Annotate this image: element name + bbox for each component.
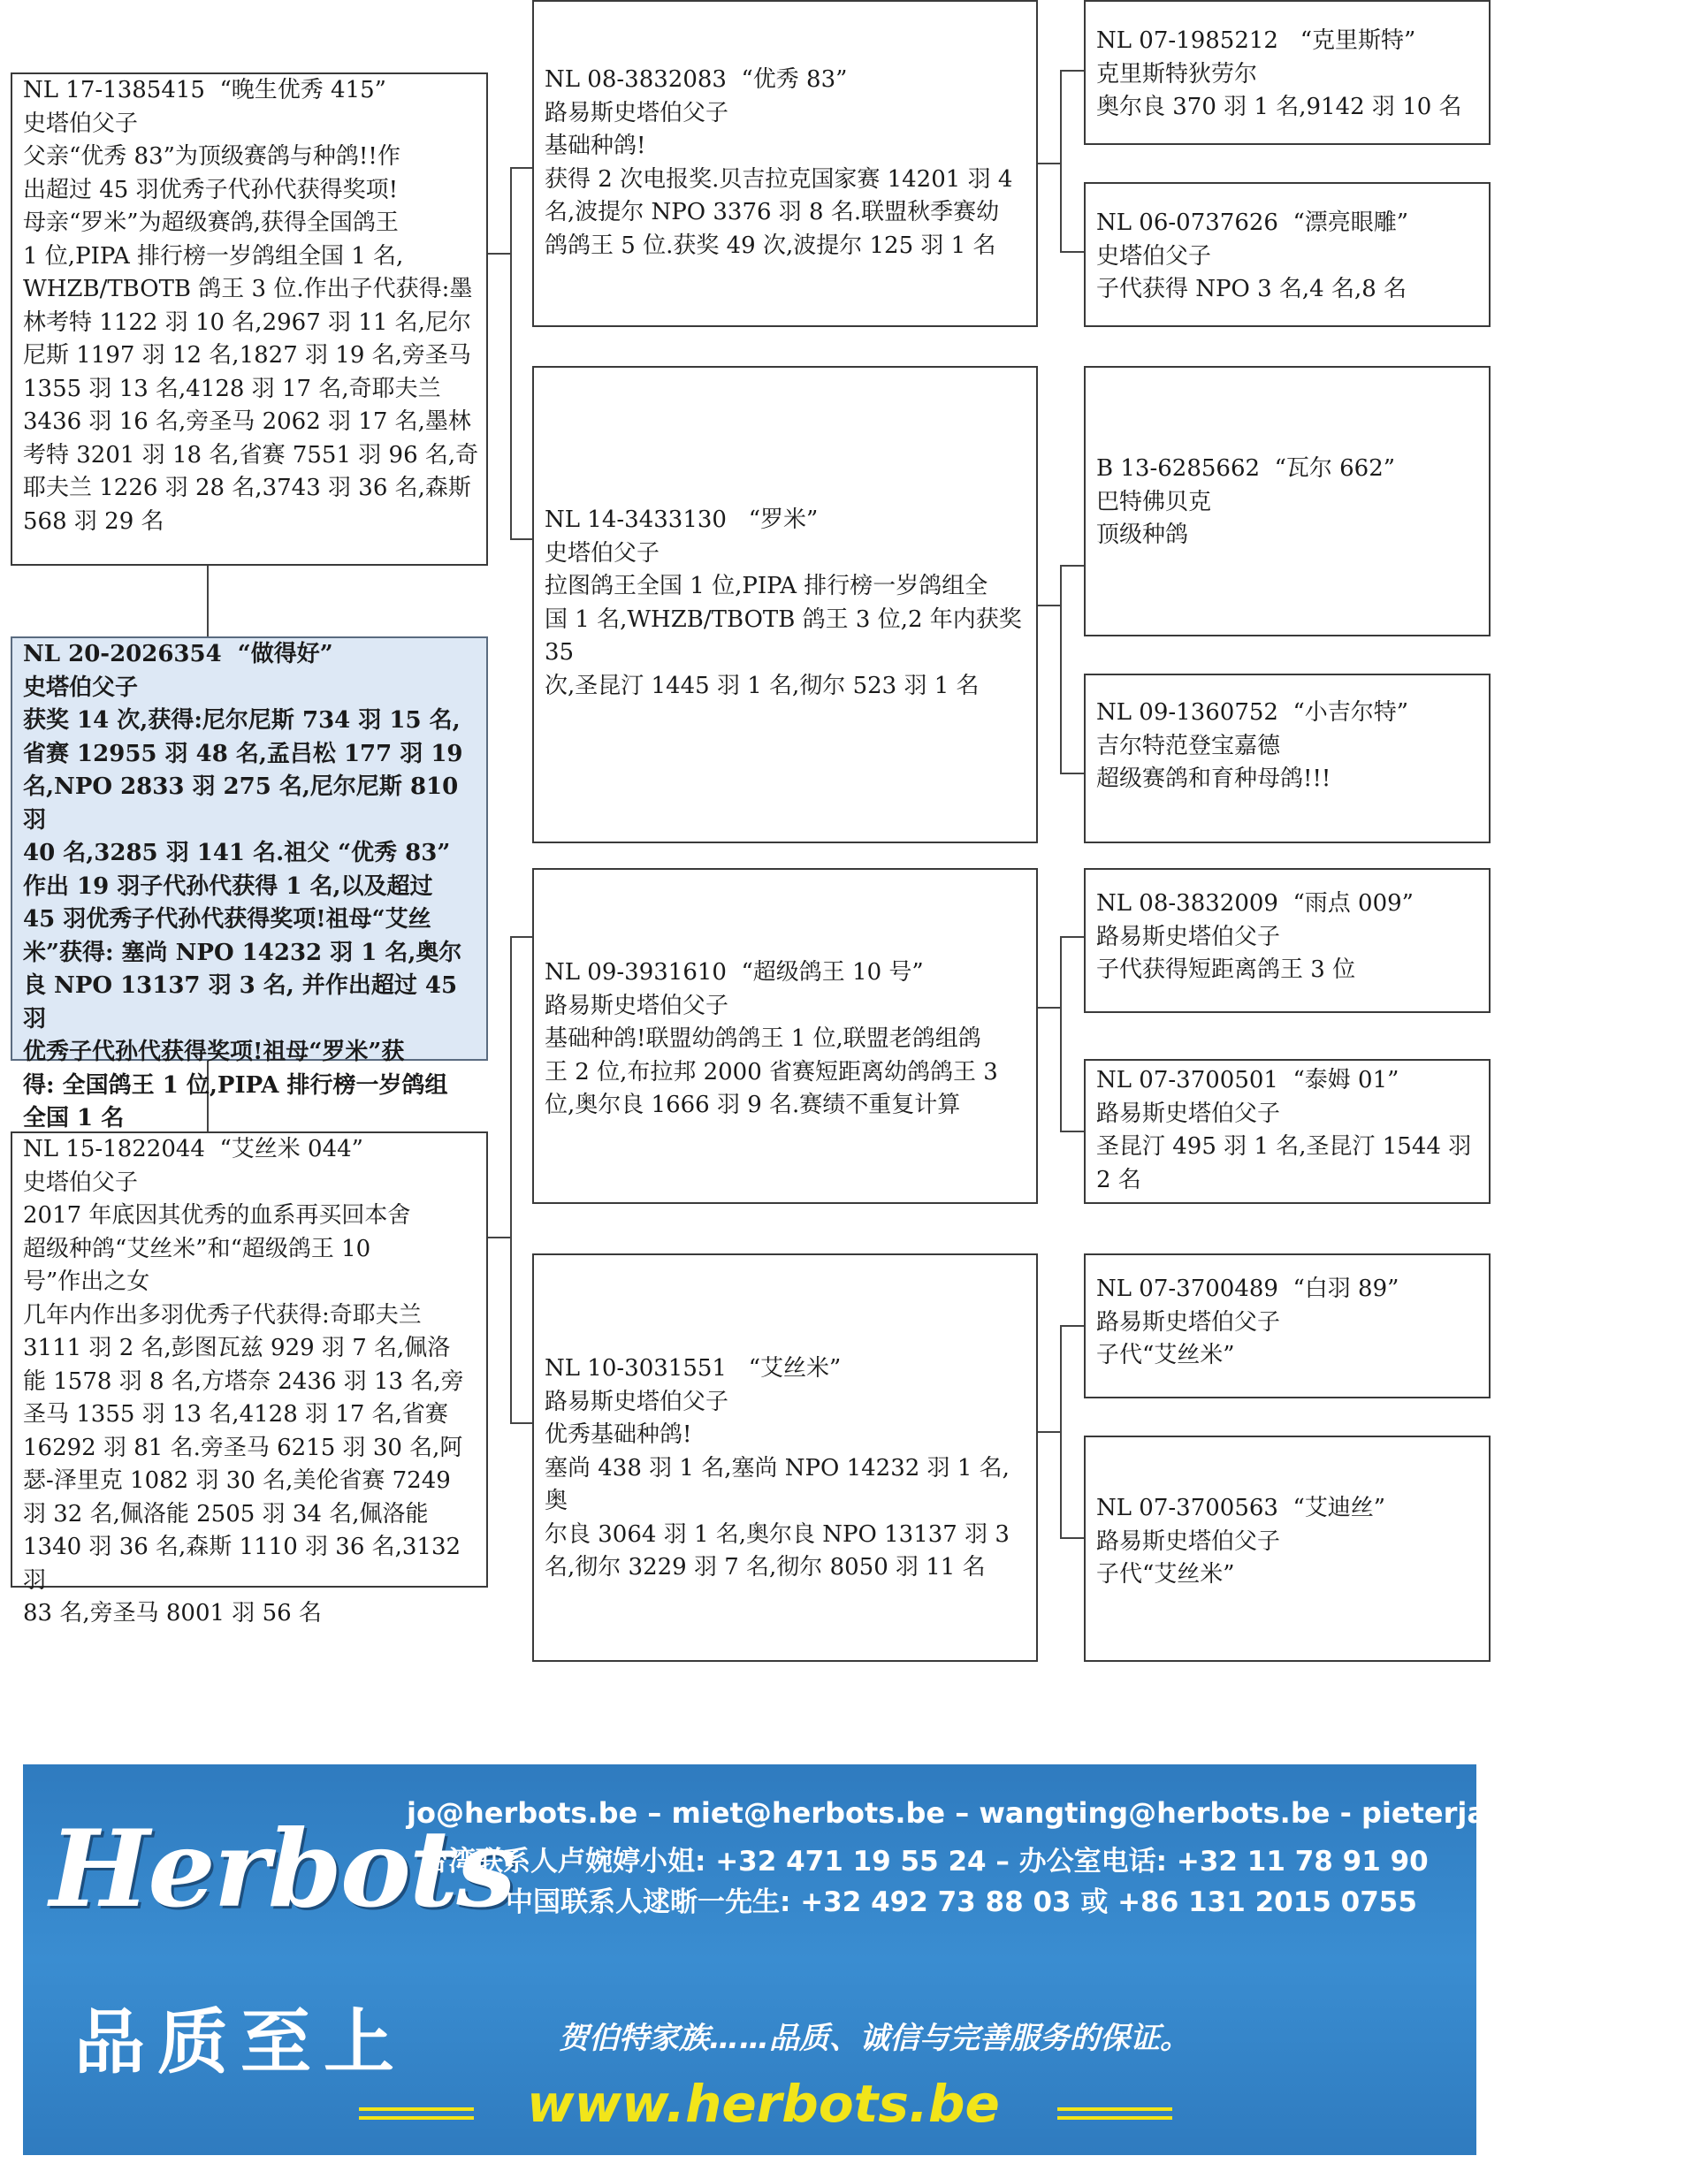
pedigree-text-line: 优秀基础种鸽! — [545, 1421, 692, 1448]
pedigree-text-line: 巴特佛贝克 — [1096, 488, 1212, 515]
herbots-contact-banner — [23, 1764, 1708, 2155]
dds-card — [1084, 1253, 1491, 1398]
ring-number-name: NL 14-3433130 “罗米” — [545, 507, 819, 533]
website-right-bar — [1057, 2107, 1172, 2111]
pedigree-text-line: 王 2 位,布拉邦 2000 省赛短距离幼鸽鸽王 3 — [545, 1058, 998, 1086]
pedigree-text-line: 瑟-泽里克 1082 羽 30 名,美伦省赛 7249 — [23, 1467, 451, 1494]
ring-number-name: NL 07-3700563 “艾迪丝” — [1096, 1495, 1386, 1521]
ring-number-name: NL 09-3931610 “超级鸽王 10 号” — [545, 959, 924, 986]
ssd-card — [1084, 182, 1491, 327]
pedigree-text-line: 作出 19 羽子代孙代获得 1 名,以及超过 — [23, 872, 433, 900]
sire-dam-card — [532, 366, 1038, 843]
dss-card — [1084, 868, 1491, 1013]
pedigree-text-line: 名,波提尔 NPO 3376 羽 8 名.联盟秋季赛幼 — [545, 199, 1000, 225]
pedigree-text-line: 耶夫兰 1226 羽 28 名,3743 羽 36 名,森斯 — [23, 475, 471, 501]
pedigree-text-line: 良 NPO 13137 羽 3 名, 并作出超过 45 羽 — [23, 972, 466, 1032]
pedigree-text-line: 基础种鸽!联盟幼鸽鸽王 1 位,联盟老鸽组鸽 — [545, 1025, 981, 1052]
pedigree-text-line: 史塔伯父子 — [23, 1169, 139, 1196]
pedigree-text-line: 2017 年底因其优秀的血系再买回本舍 — [23, 1202, 411, 1229]
pedigree-text-line: 16292 羽 81 名.旁圣马 6215 羽 30 名,阿 — [23, 1434, 463, 1461]
website-left-bar — [359, 2107, 474, 2111]
pedigree-text-line: 史塔伯父子 — [23, 110, 139, 137]
pedigree-text-line: WHZB/TBOTB 鸽王 3 位.作出子代获得:墨 — [23, 276, 473, 302]
pedigree-text-line: 路易斯史塔伯父子 — [545, 1388, 729, 1415]
pedigree-text-line: 获得 2 次电报奖.贝吉拉克国家赛 14201 羽 4 — [545, 165, 1013, 193]
pedigree-text-line: 考特 3201 羽 18 名,省赛 7551 羽 96 名,奇 — [23, 441, 479, 468]
pedigree-text-line: 父亲“优秀 83”为顶级赛鸽与种鸽!!作 — [23, 143, 400, 170]
ring-number-name: NL 08-3832083 “优秀 83” — [545, 66, 848, 93]
taiwan-contact-line: 台湾联系人卢婉婷小姐: +32 471 19 55 24 – 办公室电话: +32 11 78 91 90 — [421, 1846, 1429, 1878]
pedigree-text-line: 45 羽优秀子代孙代获得奖项!祖母“艾丝 — [23, 906, 431, 933]
ring-number-name: NL 09-1360752 “小吉尔特” — [1096, 699, 1409, 726]
pedigree-text-line: 圣马 1355 羽 13 名,4128 羽 17 名,省赛 — [23, 1401, 448, 1428]
ddd-card — [1084, 1436, 1491, 1662]
pedigree-text-line: 路易斯史塔伯父子 — [545, 99, 729, 126]
ring-number-name: NL 20-2026354 “做得好” — [23, 641, 333, 667]
pedigree-text-line: 吉尔特范登宝嘉德 — [1096, 732, 1281, 759]
pedigree-text-line: 子代“艾丝米” — [1096, 1561, 1235, 1588]
ring-number-name: NL 07-3700489 “白羽 89” — [1096, 1276, 1399, 1302]
pedigree-text-line: 省赛 12955 羽 48 名,孟吕松 177 羽 19 — [23, 740, 463, 767]
ring-number-name: NL 17-1385415 “晚生优秀 415” — [23, 77, 386, 103]
pedigree-text-line: 米”获得: 塞尚 NPO 14232 羽 1 名,奥尔 — [23, 939, 462, 966]
sdd-card — [1084, 674, 1491, 843]
pedigree-text-line: 路易斯史塔伯父子 — [1096, 1100, 1281, 1127]
pedigree-text-line: 尼斯 1197 羽 12 名,1827 羽 19 名,旁圣马 — [23, 342, 471, 369]
ring-number-name: NL 06-0737626 “漂亮眼雕” — [1096, 209, 1409, 236]
sss-card — [1084, 0, 1491, 145]
dam-card — [11, 1131, 488, 1626]
ring-number-name: NL 07-1985212 “克里斯特” — [1096, 27, 1416, 54]
ring-number-name: NL 07-3700501 “泰姆 01” — [1096, 1067, 1399, 1093]
pedigree-text-line: 奥尔良 370 羽 1 名,9142 羽 10 名 — [1096, 94, 1462, 120]
pedigree-text-line: 子代获得短距离鸽王 3 位 — [1096, 956, 1356, 983]
sds-card — [1084, 366, 1491, 636]
dsd-card — [1084, 1059, 1491, 1204]
ring-number-name: NL 08-3832009 “雨点 009” — [1096, 890, 1414, 917]
pedigree-text-line: 名,彻尔 3229 羽 7 名,彻尔 8050 羽 11 名 — [545, 1554, 986, 1581]
pedigree-text-line: 顶级种鸽 — [1096, 522, 1189, 548]
pedigree-text-line: 1 位,PIPA 排行榜一岁鸽组全国 1 名, — [23, 242, 404, 270]
website-left-bar-2 — [359, 2116, 474, 2120]
email-line[interactable]: jo@herbots.be – miet@herbots.be – wangting@herbots.be - pieterjan@herbots.be — [407, 1796, 1708, 1830]
pedigree-text-line: 国 1 名,WHZB/TBOTB 鸽王 3 位,2 年内获奖 35 — [545, 606, 1030, 666]
pedigree-text-line: 子代获得 NPO 3 名,4 名,8 名 — [1096, 276, 1407, 302]
pedigree-text-line: 路易斯史塔伯父子 — [1096, 923, 1281, 950]
pedigree-text-line: 史塔伯父子 — [545, 539, 660, 567]
pedigree-text-line: 3436 羽 16 名,旁圣马 2062 羽 17 名,墨林 — [23, 408, 471, 435]
pedigree-text-line: 次,圣昆汀 1445 羽 1 名,彻尔 523 羽 1 名 — [545, 672, 980, 699]
pedigree-text-line: 塞尚 438 羽 1 名,塞尚 NPO 14232 羽 1 名,奥 — [545, 1454, 1010, 1514]
pedigree-text-line: 568 羽 29 名 — [23, 507, 164, 535]
pedigree-text-line: 尔良 3064 羽 1 名,奥尔良 NPO 13137 羽 3 — [545, 1520, 1010, 1548]
pedigree-text-line: 位,奥尔良 1666 羽 9 名.赛绩不重复计算 — [545, 1092, 961, 1118]
website-link[interactable]: www.herbots.be — [527, 2074, 1000, 2134]
pedigree-text-line: 超级种鸽“艾丝米”和“超级鸽王 10 — [23, 1235, 371, 1262]
pedigree-text-line: 全国 1 名 — [23, 1105, 125, 1131]
pedigree-text-line: 林考特 1122 羽 10 名,2967 羽 11 名,尼尔 — [23, 309, 471, 336]
pedigree-text-line: 史塔伯父子 — [23, 674, 139, 701]
pedigree-text-line: 史塔伯父子 — [1096, 242, 1212, 270]
pedigree-text-line: 路易斯史塔伯父子 — [1096, 1308, 1281, 1336]
sire-card — [11, 72, 488, 566]
pedigree-text-line: 超级赛鸽和育种母鸽!!! — [1096, 766, 1331, 792]
pedigree-text-line: 3111 羽 2 名,彭图瓦兹 929 羽 7 名,佩洛 — [23, 1335, 451, 1361]
pedigree-text-line: 83 名,旁圣马 8001 羽 56 名 — [23, 1600, 322, 1626]
pedigree-text-line: 羽 32 名,佩洛能 2505 羽 34 名,佩洛能 — [23, 1500, 429, 1527]
pedigree-text-line: 鸽鸽王 5 位.获奖 49 次,波提尔 125 羽 1 名 — [545, 232, 996, 259]
ring-number-name: NL 15-1822044 “艾丝米 044” — [23, 1136, 363, 1162]
tagline: 贺伯特家族……品质、诚信与完善服务的保证。 — [559, 2021, 1190, 2056]
slogan: 品质至上 — [74, 2001, 407, 2083]
pedigree-text-line: 号”作出之女 — [23, 1268, 150, 1295]
china-contact-line: 中国联系人逑晣一先生: +32 492 73 88 03 或 +86 131 2015 0755 — [506, 1886, 1417, 1918]
pedigree-text-line: 出超过 45 羽优秀子代孙代获得奖项! — [23, 176, 399, 203]
pedigree-text-line: 名,NPO 2833 羽 275 名,尼尔尼斯 810 羽 — [23, 773, 467, 834]
pedigree-text-line: 子代“艾丝米” — [1096, 1342, 1235, 1368]
herbots-logo: Herbots — [50, 1807, 515, 1931]
pedigree-text-line: 克里斯特狄劳尔 — [1096, 60, 1258, 88]
ring-number-name: B 13-6285662 “瓦尔 662” — [1096, 455, 1396, 482]
pedigree-text-line: 路易斯史塔伯父子 — [545, 992, 729, 1019]
ring-number-name: NL 10-3031551 “艾丝米” — [545, 1355, 842, 1382]
pedigree-text-line: 能 1578 羽 8 名,方塔奈 2436 羽 13 名,旁 — [23, 1367, 464, 1395]
pedigree-text-line: 路易斯史塔伯父子 — [1096, 1527, 1281, 1555]
dam-dam-card — [532, 1253, 1038, 1662]
subject-card — [11, 636, 488, 1131]
pedigree-text-line: 几年内作出多羽优秀子代获得:奇耶夫兰 — [23, 1301, 422, 1329]
pedigree-text-line: 基础种鸽! — [545, 133, 646, 159]
pedigree-text-line: 1340 羽 36 名,森斯 1110 羽 36 名,3132 羽 — [23, 1534, 469, 1594]
pedigree-text-line: 1355 羽 13 名,4128 羽 17 名,奇耶夫兰 — [23, 375, 441, 402]
pedigree-text-line: 40 名,3285 羽 141 名.祖父 “优秀 83” — [23, 840, 451, 866]
dam-sire-card — [532, 868, 1038, 1204]
pedigree-text-line: 拉图鸽王全国 1 位,PIPA 排行榜一岁鸽组全 — [545, 573, 988, 599]
pedigree-text-line: 获奖 14 次,获得:尼尔尼斯 734 羽 15 名, — [23, 707, 461, 734]
pedigree-text-line: 2 名 — [1096, 1166, 1141, 1193]
pedigree-text-line: 母亲“罗米”为超级赛鸽,获得全国鸽王 — [23, 209, 399, 236]
website-right-bar-2 — [1057, 2116, 1172, 2120]
pedigree-text-line: 优秀子代孙代获得奖项!祖母“罗米”获 — [23, 1039, 405, 1065]
pedigree-text-line: 圣昆汀 495 羽 1 名,圣昆汀 1544 羽 — [1096, 1133, 1472, 1160]
pedigree-text-line: 得: 全国鸽王 1 位,PIPA 排行榜一岁鸽组 — [23, 1071, 448, 1099]
sire-sire-card — [532, 0, 1038, 327]
